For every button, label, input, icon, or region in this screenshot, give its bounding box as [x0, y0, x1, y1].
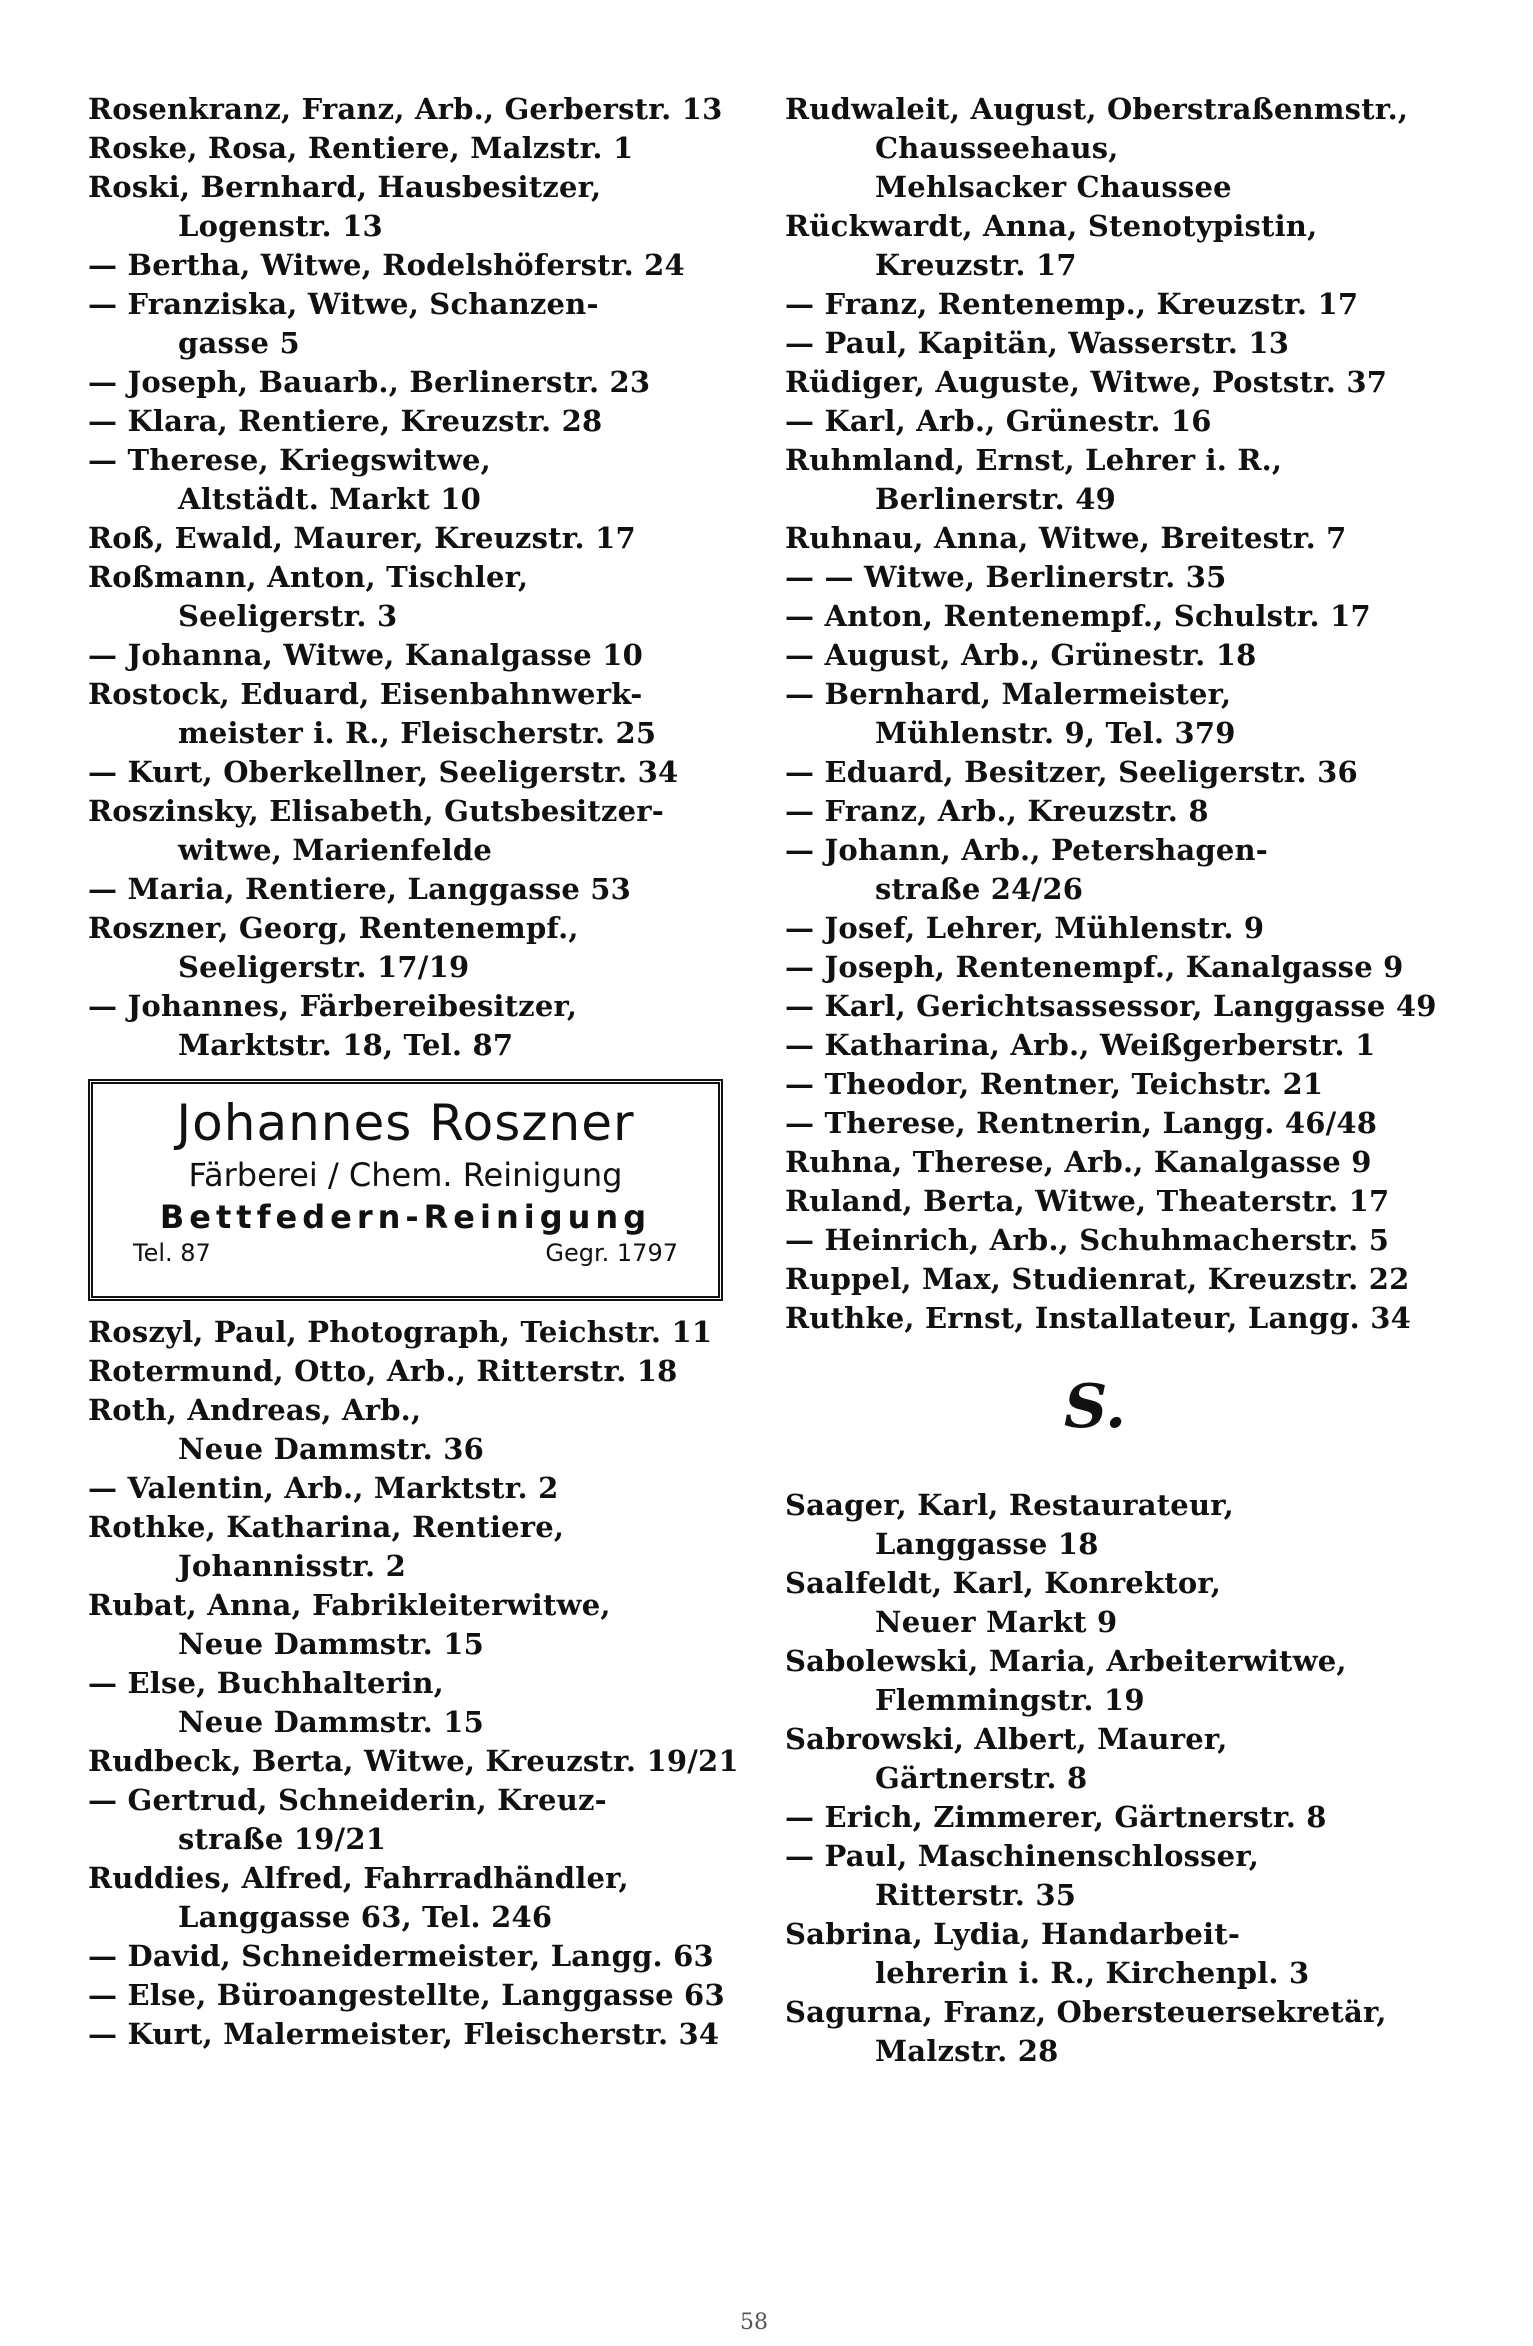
directory-entry	[88, 909, 788, 987]
directory-entry	[88, 363, 788, 402]
entry-text: — Josef, Lehrer, Mühlenstr. 9	[785, 911, 1265, 945]
directory-entry	[88, 168, 788, 246]
directory-entry	[88, 753, 788, 792]
entry-continuation: Neue Dammstr. 15	[178, 1627, 484, 1661]
directory-entry	[785, 1143, 1485, 1182]
entry-text: — Joseph, Bauarb., Berlinerstr. 23	[88, 365, 651, 399]
entry-continuation: meister i. R., Fleischerstr. 25	[178, 716, 657, 750]
directory-entry	[785, 285, 1485, 324]
entry-text: Sabolewski, Maria, Arbeiterwitwe,	[785, 1644, 1347, 1678]
entry-continuation: Johannisstr. 2	[178, 1549, 406, 1583]
directory-entry	[785, 558, 1485, 597]
directory-entry	[88, 90, 788, 129]
entry-text: — Heinrich, Arb., Schuhmacherstr. 5	[785, 1223, 1390, 1257]
entry-continuation: Neue Dammstr. 36	[178, 1432, 484, 1466]
entry-text: — Gertrud, Schneiderin, Kreuz-	[88, 1783, 607, 1817]
directory-entry	[785, 948, 1485, 987]
entry-text: — Franz, Arb., Kreuzstr. 8	[785, 794, 1209, 828]
directory-entry	[88, 1859, 788, 1937]
entry-text: — Eduard, Besitzer, Seeligerstr. 36	[785, 755, 1358, 789]
entry-text: — Franz, Rentenemp., Kreuzstr. 17	[785, 287, 1359, 321]
directory-entry	[88, 1391, 788, 1469]
entry-text: — Johanna, Witwe, Kanalgasse 10	[88, 638, 643, 672]
directory-entry	[88, 1976, 788, 2015]
entry-text: — Johannes, Färbereibesitzer,	[88, 989, 578, 1023]
directory-entry	[785, 792, 1485, 831]
directory-entry	[785, 1798, 1485, 1837]
ad-footer	[103, 1238, 708, 1268]
entry-text: Ruppel, Max, Studienrat, Kreuzstr. 22	[785, 1262, 1410, 1296]
directory-entry	[88, 402, 788, 441]
entry-text: — Erich, Zimmerer, Gärtnerstr. 8	[785, 1800, 1327, 1834]
directory-entry	[785, 753, 1485, 792]
entry-text: Rostock, Eduard, Eisenbahnwerk-	[88, 677, 643, 711]
directory-entry	[785, 441, 1485, 519]
entry-text: Roszyl, Paul, Photograph, Teichstr. 11	[88, 1315, 713, 1349]
right-column	[785, 90, 1485, 2071]
entry-text: Ruthke, Ernst, Installateur, Langg. 34	[785, 1301, 1412, 1335]
directory-entry	[785, 1486, 1485, 1564]
directory-entry	[88, 1586, 788, 1664]
entry-text: — Johann, Arb., Petershagen-	[785, 833, 1268, 867]
directory-entry	[88, 2015, 788, 2054]
entry-continuation: Marktstr. 18, Tel. 87	[178, 1028, 514, 1062]
entry-text: Rosenkranz, Franz, Arb., Gerberstr. 13	[88, 92, 723, 126]
entry-text: Rückwardt, Anna, Stenotypistin,	[785, 209, 1318, 243]
entry-text: — Valentin, Arb., Marktstr. 2	[88, 1471, 559, 1505]
directory-entry	[88, 1352, 788, 1391]
directory-entry	[88, 1781, 788, 1859]
entry-text: Ruland, Berta, Witwe, Theaterstr. 17	[785, 1184, 1390, 1218]
entry-continuation: Gärtnerstr. 8	[875, 1761, 1088, 1795]
ad-service-line-1: Färberei / Chem. Reinigung	[188, 1156, 623, 1194]
entry-text: Rüdiger, Auguste, Witwe, Poststr. 37	[785, 365, 1388, 399]
entry-continuation: Seeligerstr. 17/19	[178, 950, 470, 984]
entry-continuation: Seeligerstr. 3	[178, 599, 398, 633]
entry-continuation: Kreuzstr. 17	[875, 248, 1077, 282]
directory-entry	[88, 1508, 788, 1586]
entry-continuation: Neuer Markt 9	[875, 1605, 1118, 1639]
directory-entry	[785, 1837, 1485, 1915]
directory-entry	[88, 1313, 788, 1352]
entry-text: — Katharina, Arb., Weißgerberstr. 1	[785, 1028, 1376, 1062]
directory-entry	[785, 1221, 1485, 1260]
entry-text: Rudbeck, Berta, Witwe, Kreuzstr. 19/21	[88, 1744, 739, 1778]
directory-entry	[88, 792, 788, 870]
directory-entry	[88, 636, 788, 675]
entry-text: — Franziska, Witwe, Schanzen-	[88, 287, 599, 321]
entry-text: Roski, Bernhard, Hausbesitzer,	[88, 170, 602, 204]
entry-continuation: Neue Dammstr. 15	[178, 1705, 484, 1739]
entry-continuation: Langgasse 63, Tel. 246	[178, 1900, 553, 1934]
entry-continuation: Malzstr. 28	[875, 2034, 1059, 2068]
entry-text: — Therese, Rentnerin, Langg. 46/48	[785, 1106, 1378, 1140]
advertisement-box	[88, 1079, 723, 1301]
directory-entry	[785, 90, 1485, 207]
entry-text: — August, Arb., Grünestr. 18	[785, 638, 1257, 672]
entry-text: — Karl, Arb., Grünestr. 16	[785, 404, 1212, 438]
entry-continuation: Langgasse 18	[875, 1527, 1099, 1561]
entry-text: — Kurt, Malermeister, Fleischerstr. 34	[88, 2017, 720, 2051]
directory-entry	[785, 363, 1485, 402]
directory-entry	[785, 831, 1485, 909]
right-entries-after-section	[785, 1486, 1485, 2071]
entry-text: Roth, Andreas, Arb.,	[88, 1393, 422, 1427]
directory-entry	[88, 519, 788, 558]
entry-text: — Theodor, Rentner, Teichstr. 21	[785, 1067, 1324, 1101]
entry-text: Roß, Ewald, Maurer, Kreuzstr. 17	[88, 521, 636, 555]
directory-entry	[785, 1299, 1485, 1338]
directory-entry	[88, 1742, 788, 1781]
entry-text: Sabrina, Lydia, Handarbeit-	[785, 1917, 1241, 1951]
directory-entry	[88, 129, 788, 168]
entry-text: Roszinsky, Elisabeth, Gutsbesitzer-	[88, 794, 664, 828]
entry-text: Ruhmland, Ernst, Lehrer i. R.,	[785, 443, 1283, 477]
entry-continuation: Altstädt. Markt 10	[178, 482, 482, 516]
entry-text: — David, Schneidermeister, Langg. 63	[88, 1939, 714, 1973]
entry-continuation: straße 19/21	[178, 1822, 387, 1856]
directory-entry	[785, 1182, 1485, 1221]
entry-text: Ruddies, Alfred, Fahrradhändler,	[88, 1861, 629, 1895]
directory-entry	[88, 1469, 788, 1508]
entry-text: Sagurna, Franz, Obersteuersekretär,	[785, 1995, 1387, 2029]
directory-entry	[785, 324, 1485, 363]
right-entries-before-section	[785, 90, 1485, 1338]
entry-text: — Klara, Rentiere, Kreuzstr. 28	[88, 404, 603, 438]
entry-text: — Bertha, Witwe, Rodelshöferstr. 24	[88, 248, 685, 282]
directory-entry	[88, 675, 788, 753]
directory-entry	[785, 1564, 1485, 1642]
entry-continuation: witwe, Marienfelde	[178, 833, 492, 867]
entry-text: Rotermund, Otto, Arb., Ritterstr. 18	[88, 1354, 678, 1388]
entry-continuation: Chausseehaus,	[875, 131, 1119, 165]
directory-entry	[785, 987, 1485, 1026]
directory-entry	[88, 987, 788, 1065]
entry-text: — Kurt, Oberkellner, Seeligerstr. 34	[88, 755, 679, 789]
entry-text: — Paul, Kapitän, Wasserstr. 13	[785, 326, 1290, 360]
entry-text: — Paul, Maschinenschlosser,	[785, 1839, 1260, 1873]
entry-text: Saager, Karl, Restaurateur,	[785, 1488, 1234, 1522]
page-number: 58	[740, 2310, 768, 2335]
left-entries-after-ad	[88, 1313, 788, 2054]
entry-text: Ruhna, Therese, Arb., Kanalgasse 9	[785, 1145, 1372, 1179]
entry-text: Rothke, Katharina, Rentiere,	[88, 1510, 565, 1544]
entry-continuation: Mühlenstr. 9, Tel. 379	[875, 716, 1236, 750]
entry-continuation: gasse 5	[178, 326, 300, 360]
entry-text: Roske, Rosa, Rentiere, Malzstr. 1	[88, 131, 634, 165]
directory-entry	[785, 1260, 1485, 1299]
entry-continuation: Berlinerstr. 49	[875, 482, 1116, 516]
directory-entry	[785, 1104, 1485, 1143]
directory-entry	[785, 1642, 1485, 1720]
directory-entry	[88, 558, 788, 636]
directory-entry	[785, 597, 1485, 636]
entry-text: — Else, Buchhalterin,	[88, 1666, 444, 1700]
directory-entry	[785, 636, 1485, 675]
entry-text: — Else, Büroangestellte, Langgasse 63	[88, 1978, 725, 2012]
entry-text: — Anton, Rentenempf., Schulstr. 17	[785, 599, 1371, 633]
entry-text: — — Witwe, Berlinerstr. 35	[785, 560, 1227, 594]
directory-entry	[88, 441, 788, 519]
directory-entry	[88, 285, 788, 363]
entry-text: — Maria, Rentiere, Langgasse 53	[88, 872, 632, 906]
entry-text: Sabrowski, Albert, Maurer,	[785, 1722, 1228, 1756]
directory-entry	[785, 1026, 1485, 1065]
entry-continuation: straße 24/26	[875, 872, 1084, 906]
entry-text: Rudwaleit, August, Oberstraßenmstr.,	[785, 92, 1409, 126]
left-entries-before-ad	[88, 90, 788, 1065]
section-letter-heading: S.	[1063, 1372, 1127, 1442]
directory-entry	[785, 207, 1485, 285]
entry-text: — Bernhard, Malermeister,	[785, 677, 1232, 711]
directory-entry	[785, 909, 1485, 948]
entry-text: — Joseph, Rentenempf., Kanalgasse 9	[785, 950, 1404, 984]
directory-entry	[88, 870, 788, 909]
directory-entry	[88, 246, 788, 285]
entry-text: Saalfeldt, Karl, Konrektor,	[785, 1566, 1222, 1600]
directory-entry	[88, 1937, 788, 1976]
directory-entry	[785, 1720, 1485, 1798]
directory-entry	[785, 675, 1485, 753]
directory-entry	[785, 1065, 1485, 1104]
directory-entry	[785, 402, 1485, 441]
entry-text: Roszner, Georg, Rentenempf.,	[88, 911, 579, 945]
left-column	[88, 90, 788, 2054]
entry-continuation: Ritterstr. 35	[875, 1878, 1077, 1912]
entry-text: — Therese, Kriegswitwe,	[88, 443, 491, 477]
entry-continuation: lehrerin i. R., Kirchenpl. 3	[875, 1956, 1310, 1990]
entry-continuation: Logenstr. 13	[178, 209, 383, 243]
ad-company-name: Johannes Roszner	[176, 1094, 635, 1152]
directory-entry	[785, 519, 1485, 558]
entry-continuation: Mehlsacker Chaussee	[875, 170, 1232, 204]
entry-text: Rubat, Anna, Fabrikleiterwitwe,	[88, 1588, 611, 1622]
ad-service-line-2: Bettfedern-Reinigung	[159, 1198, 652, 1236]
ad-founded: Gegr. 1797	[545, 1239, 678, 1267]
entry-text: — Karl, Gerichtsassessor, Langgasse 49	[785, 989, 1437, 1023]
entry-continuation: Flemmingstr. 19	[875, 1683, 1145, 1717]
ad-telephone: Tel. 87	[133, 1239, 211, 1267]
entry-text: Ruhnau, Anna, Witwe, Breitestr. 7	[785, 521, 1347, 555]
directory-entry	[785, 1993, 1485, 2071]
entry-text: Roßmann, Anton, Tischler,	[88, 560, 529, 594]
directory-entry	[785, 1915, 1485, 1993]
directory-entry	[88, 1664, 788, 1742]
